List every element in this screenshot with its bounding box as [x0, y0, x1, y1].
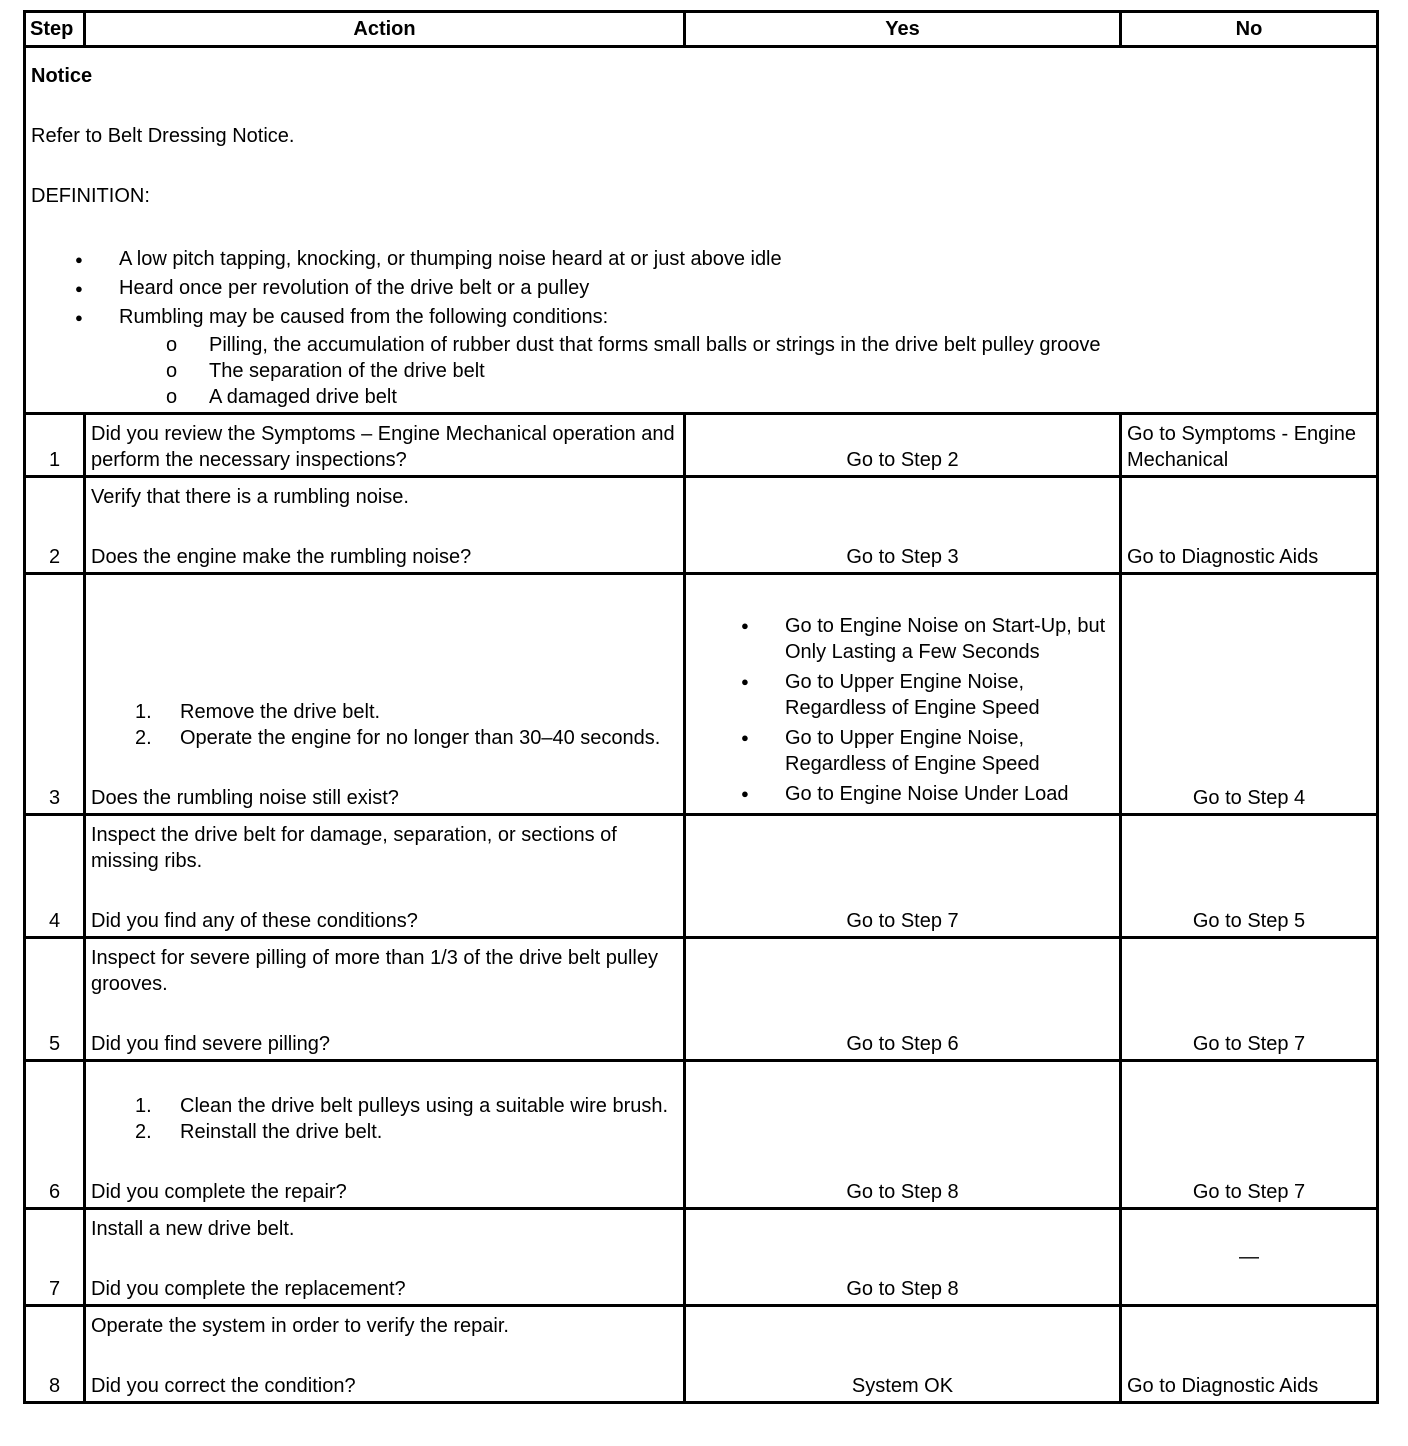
step-number: 6	[25, 1061, 85, 1209]
step-instruction: Verify that there is a rumbling noise.	[91, 486, 409, 508]
notice-title: Notice	[31, 65, 93, 87]
step-row-2	[25, 477, 1378, 574]
diagnostic-table	[23, 10, 1379, 1404]
sub-list-item: o The separation of the drive belt	[119, 358, 1371, 384]
header-yes: Yes	[685, 12, 1121, 47]
list-item: 2. Operate the engine for no longer than 30–40 seconds.	[135, 727, 661, 749]
step-question: Did you complete the repair?	[91, 1181, 347, 1203]
step-question: Does the engine make the rumbling noise?	[91, 546, 472, 568]
step-number: 4	[25, 815, 85, 938]
step-no: Go to Step 5	[1121, 815, 1378, 938]
list-item: ● A low pitch tapping, knocking, or thumping noise heard at or just above idle	[31, 245, 1371, 274]
sub-list-item: o A damaged drive belt	[119, 384, 1371, 410]
step-yes: Go to Step 7	[685, 815, 1121, 938]
step-yes: Go to Step 2	[685, 414, 1121, 477]
step-number: 5	[25, 938, 85, 1061]
step-row-6	[25, 1061, 1378, 1209]
step-no: Go to Diagnostic Aids	[1121, 1306, 1378, 1403]
step-yes: System OK	[685, 1306, 1121, 1403]
step-row-3	[25, 574, 1378, 815]
step-row-5	[25, 938, 1378, 1061]
step-action	[85, 815, 685, 938]
step-number: 2	[25, 477, 85, 574]
step-action: Did you review the Symptoms – Engine Mechanical operation and perform the necessary inspections?	[85, 414, 685, 477]
step-instruction-list	[91, 699, 678, 751]
header-row	[25, 12, 1378, 47]
step-action	[85, 1061, 685, 1209]
list-item: 1. Clean the drive belt pulleys using a suitable wire brush.	[135, 1095, 669, 1117]
definition-label: DEFINITION:	[31, 185, 150, 207]
step-question: Did you complete the replacement?	[91, 1278, 406, 1300]
header-action: Action	[85, 12, 685, 47]
step-no: Go to Diagnostic Aids	[1121, 477, 1378, 574]
header-no: No	[1121, 12, 1378, 47]
step-question: Did you find severe pilling?	[91, 1033, 331, 1055]
step-instruction: Install a new drive belt.	[91, 1218, 295, 1240]
step-row-4	[25, 815, 1378, 938]
step-action	[85, 574, 685, 815]
step-number: 1	[25, 414, 85, 477]
step-yes	[685, 574, 1121, 815]
step-action	[85, 477, 685, 574]
list-item: 2. Reinstall the drive belt.	[135, 1121, 383, 1143]
step-instruction: Inspect for severe pilling of more than 1/3 of the drive belt pulley grooves.	[91, 947, 658, 995]
list-item	[31, 303, 1371, 410]
notice-row	[25, 47, 1378, 414]
step-no: Go to Step 7	[1121, 1061, 1378, 1209]
condition-sublist	[119, 332, 1371, 410]
list-item: ● Go to Engine Noise Under Load	[691, 781, 1114, 807]
step-question: Does the rumbling noise still exist?	[91, 787, 399, 809]
step-row-1	[25, 414, 1378, 477]
list-item-text: Rumbling may be caused from the following conditions:	[119, 306, 609, 328]
step-action	[85, 1209, 685, 1306]
step-no: —	[1121, 1209, 1378, 1306]
step-action	[85, 938, 685, 1061]
header-step: Step	[25, 12, 85, 47]
step-yes: Go to Step 3	[685, 477, 1121, 574]
step-instruction-list	[91, 1093, 678, 1145]
step-number: 7	[25, 1209, 85, 1306]
sub-list-item: o Pilling, the accumulation of rubber dust that forms small balls or strings in the drive belt pulley groove	[119, 332, 1371, 358]
definition-list	[31, 245, 1371, 410]
step-instruction: Inspect the drive belt for damage, separation, or sections of missing ribs.	[91, 824, 617, 872]
step-instruction: Operate the system in order to verify the repair.	[91, 1315, 509, 1337]
step-no: Go to Step 7	[1121, 938, 1378, 1061]
list-item: 1. Remove the drive belt.	[135, 701, 381, 723]
step-row-8	[25, 1306, 1378, 1403]
step-question: Did you correct the condition?	[91, 1375, 356, 1397]
step-yes: Go to Step 6	[685, 938, 1121, 1061]
step-yes: Go to Step 8	[685, 1061, 1121, 1209]
step-no: Go to Symptoms - Engine Mechanical	[1121, 414, 1378, 477]
step-row-7	[25, 1209, 1378, 1306]
step-number: 8	[25, 1306, 85, 1403]
step-action	[85, 1306, 685, 1403]
step-number: 3	[25, 574, 85, 815]
list-item: ● Go to Engine Noise on Start-Up, but Only Lasting a Few Seconds	[691, 613, 1114, 665]
step-yes: Go to Step 8	[685, 1209, 1121, 1306]
step-question: Did you find any of these conditions?	[91, 910, 418, 932]
list-item: ● Go to Upper Engine Noise, Regardless of Engine Speed	[691, 669, 1114, 721]
notice-cell	[25, 47, 1378, 414]
list-item: ● Heard once per revolution of the drive belt or a pulley	[31, 274, 1371, 303]
notice-text: Refer to Belt Dressing Notice.	[31, 125, 295, 147]
step-no: Go to Step 4	[1121, 574, 1378, 815]
list-item: ● Go to Upper Engine Noise, Regardless of Engine Speed	[691, 725, 1114, 777]
yes-link-list	[691, 613, 1114, 807]
